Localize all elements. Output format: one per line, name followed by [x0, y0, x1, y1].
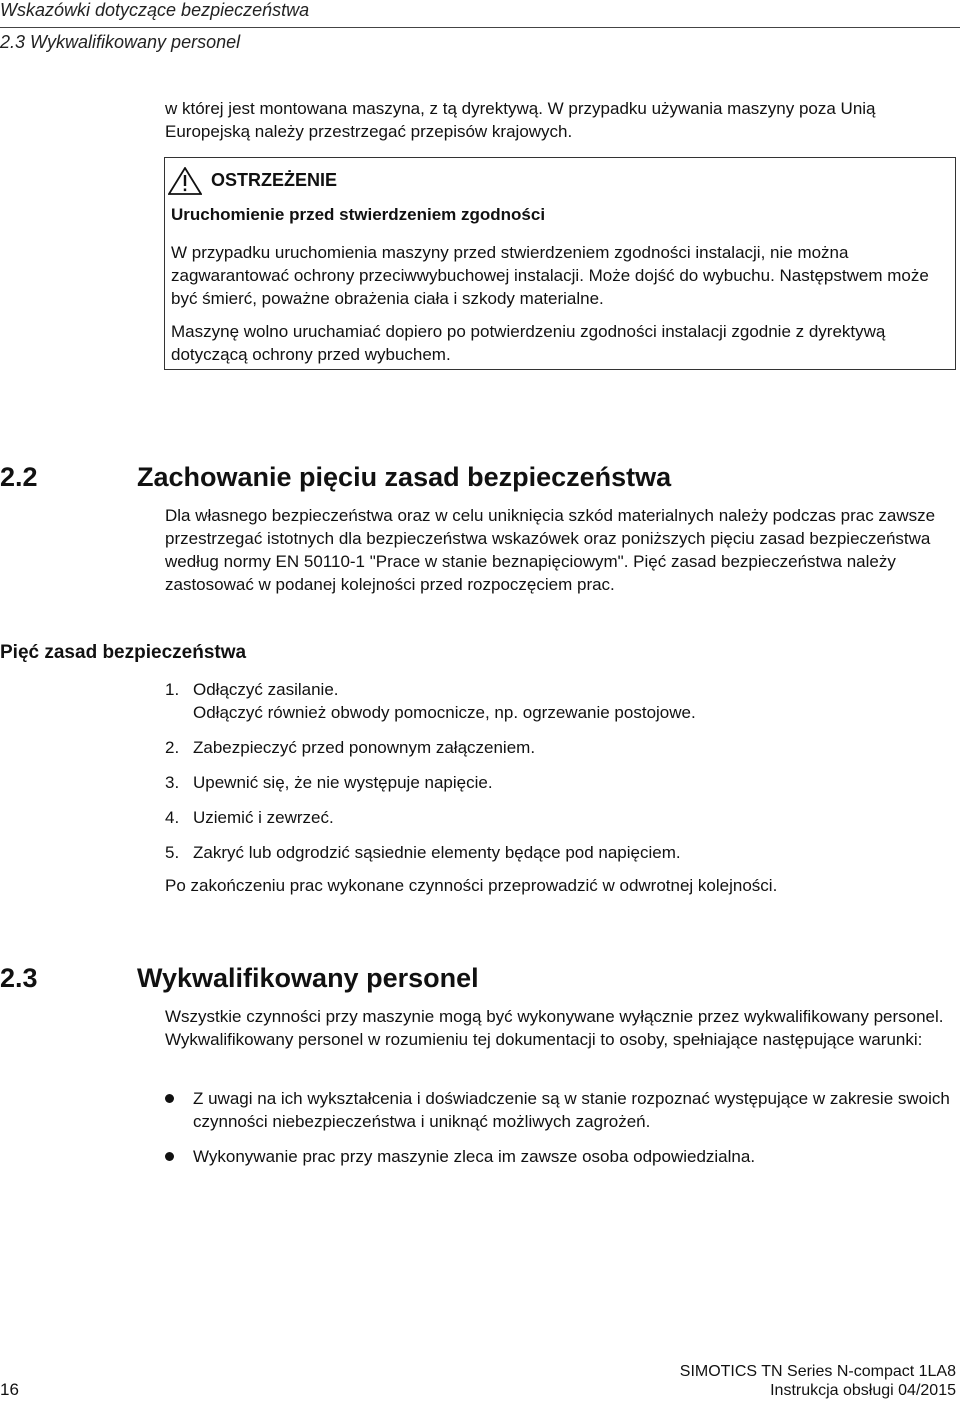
bullet-item	[165, 1087, 955, 1133]
footer-product: SIMOTICS TN Series N-compact 1LA8	[679, 1363, 956, 1380]
running-header-chapter: Wskazówki dotyczące bezpieczeństwa	[0, 0, 310, 20]
list-text: Zabezpieczyć przed ponownym załączeniem.	[193, 738, 536, 757]
list-number: 1.	[165, 680, 180, 699]
list-number: 2.	[165, 738, 180, 757]
section-paragraph: Dla własnego bezpieczeństwa oraz w celu uniknięcia szkód materialnych należy podczas prac zawsze przestrzegać istotnych dla bezpieczeństwa wskazówek oraz poniższych pięciu zasad bezpieczeństwa według normy EN 50110-1 "Prace w stanie beznapięciowym". Pięć zasad bezpieczeństwa należy zastosować w podanej kolejności przed rozpoczęciem prac.	[165, 506, 936, 594]
section-title: Wykwalifikowany personel	[137, 963, 479, 993]
warning-paragraph: W przypadku uruchomienia maszyny przed stwierdzeniem zgodności instalacji, nie można zagwarantować ochrony przeciwwybuchowej instalacji. Może dojść do wybuchu. Następstwem może być śmierć, poważne obrażenia ciała i szkody materialne.	[171, 243, 929, 308]
list-item	[165, 806, 955, 829]
list-subtext: Odłączyć również obwody pomocnicze, np. ogrzewanie postojowe.	[193, 703, 696, 722]
bullet-item	[165, 1145, 955, 1168]
section-number: 2.3	[0, 963, 38, 993]
list-number: 5.	[165, 843, 180, 862]
warning-paragraph: Maszynę wolno uruchamiać dopiero po potwierdzeniu zgodności instalacji zgodnie z dyrektywą dotyczącą ochrony przed wybuchem.	[171, 322, 886, 364]
bullet-icon	[165, 1094, 174, 1103]
subheading: Pięć zasad bezpieczeństwa	[0, 642, 247, 663]
list-text: Odłączyć zasilanie.	[193, 680, 339, 699]
list-item	[165, 736, 955, 759]
section-title: Zachowanie pięciu zasad bezpieczeństwa	[137, 462, 672, 492]
section-paragraph: Wszystkie czynności przy maszynie mogą być wykonywane wyłącznie przez wykwalifikowany personel. Wykwalifikowany personel w rozumieniu tej dokumentacji to osoby, spełniające następujące warunki:	[165, 1007, 944, 1049]
warning-label: OSTRZEŻENIE	[211, 170, 338, 190]
bullet-icon	[165, 1152, 174, 1161]
list-number: 4.	[165, 808, 180, 827]
list-item	[165, 771, 955, 794]
page-number: 16	[0, 1380, 19, 1399]
running-header-section: 2.3 Wykwalifikowany personel	[0, 32, 241, 52]
warning-subtitle: Uruchomienie przed stwierdzeniem zgodności	[171, 205, 546, 224]
list-text: Zakryć lub odgrodzić sąsiednie elementy będące pod napięciem.	[193, 843, 681, 862]
header-divider	[0, 27, 960, 28]
list-item	[165, 678, 955, 724]
footer-document: Instrukcja obsługi 04/2015	[770, 1382, 956, 1399]
bullet-text: Wykonywanie prac przy maszynie zleca im zawsze osoba odpowiedzialna.	[193, 1147, 756, 1166]
bullet-list	[165, 1087, 955, 1180]
list-text: Upewnić się, że nie występuje napięcie.	[193, 773, 493, 792]
list-number: 3.	[165, 773, 180, 792]
section-number: 2.2	[0, 462, 38, 492]
intro-paragraph: w której jest montowana maszyna, z tą dyrektywą. W przypadku używania maszyny poza Unią Europejską należy przestrzegać przepisów krajowych.	[165, 99, 876, 141]
list-item	[165, 841, 955, 864]
list-text: Uziemić i zewrzeć.	[193, 808, 334, 827]
closing-paragraph: Po zakończeniu prac wykonane czynności przeprowadzić w odwrotnej kolejności.	[165, 876, 778, 895]
bullet-text: Z uwagi na ich wykształcenia i doświadczenie są w stanie rozpoznać występujące w zakresie swoich czynności niebezpieczeństwa i uniknąć możliwych zagrożeń.	[193, 1089, 950, 1131]
rules-list	[165, 678, 955, 876]
warning-triangle-icon	[168, 167, 202, 195]
